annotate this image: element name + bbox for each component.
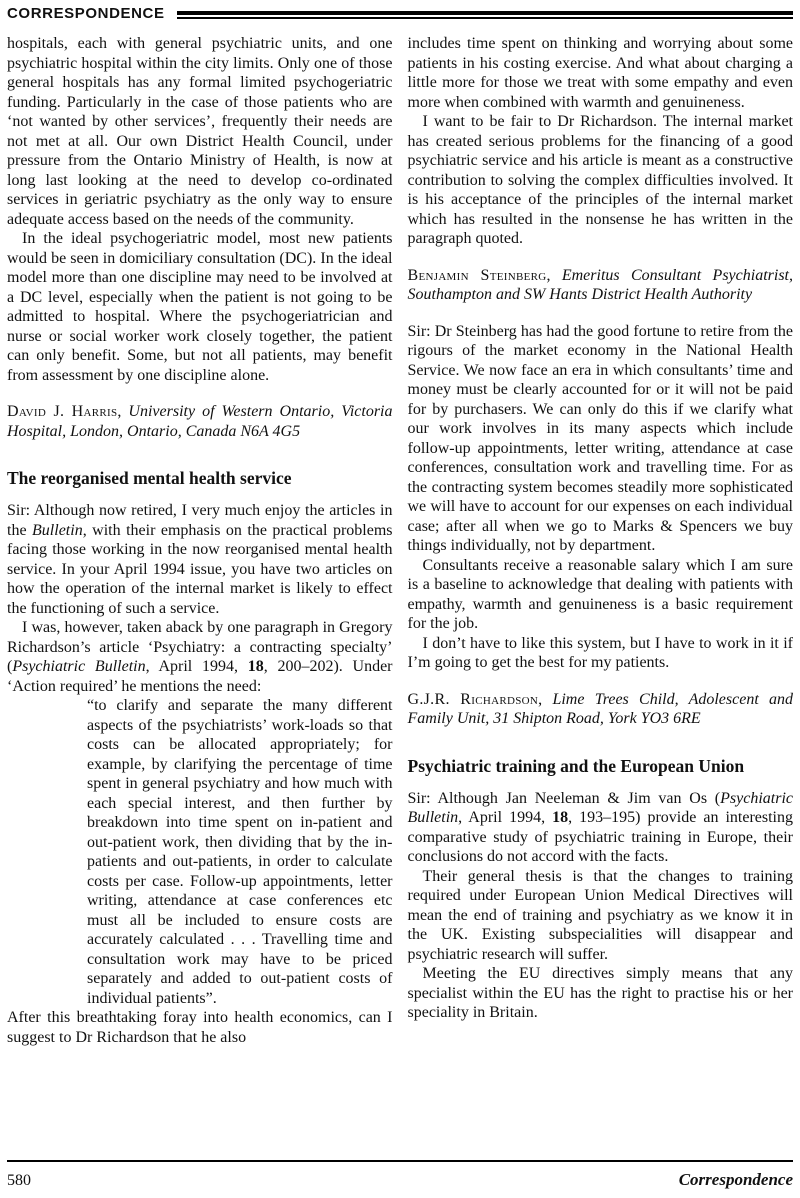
header-rule: [177, 11, 793, 19]
footer-section-label: Correspondence: [678, 1170, 793, 1189]
paragraph: [7, 34, 393, 229]
text-run: Psychiatric Bulletin: [407, 789, 793, 826]
paragraph: [7, 618, 393, 696]
text-run: , April 1994,: [458, 809, 553, 826]
paragraph: [7, 229, 393, 385]
paragraph: [408, 964, 794, 1023]
signature: [408, 690, 794, 729]
text-run: Their general thesis is that the changes to training required under European Union Medical Directives will mean the end of training and psychiatry as we know it in the UK. Existing subspecialities will disappear and psychiatric research will suffer.: [407, 867, 793, 963]
text-run: ,: [538, 690, 553, 708]
text-run: I want to be fair to Dr Richardson. The internal market has created serious problems for the financing of a good psychiatric service and his article is meant as a constructive contribution to solving the complex difficulties involved. It is his acceptance of the principles of the internal market which has resulted in the nonsense he has written in the paragraph quoted.: [407, 113, 793, 247]
paragraph: [408, 634, 794, 673]
text-run: David J. Harris: [7, 403, 118, 420]
left-column: [7, 34, 393, 1047]
paragraph: [7, 1008, 393, 1047]
text-columns: [0, 22, 800, 1047]
text-run: ,: [546, 266, 562, 284]
text-run: Benjamin Steinberg: [407, 266, 547, 284]
page-footer: [7, 1170, 793, 1190]
paragraph: [408, 556, 794, 634]
text-run: , 193–195) provide an interesting comparative study of psychiatric training in Europe, their conclusions do not accord with the facts.: [407, 809, 793, 865]
paragraph: [408, 322, 794, 556]
text-run: ,: [117, 403, 129, 420]
text-run: I was, however, taken aback by one paragraph in Gregory Richardson’s article ‘Psychiatry: a contracting specialty’ (: [7, 619, 393, 675]
text-run: After this breathtaking foray into health economics, can I suggest to Dr Richardson that he also: [7, 1009, 393, 1046]
text-run: Psychiatric training and the European Union: [407, 755, 745, 776]
section-title: CORRESPONDENCE: [7, 5, 165, 22]
text-run: Lime Trees Child, Adolescent and Family Unit, 31 Shipton Road, York YO3 6RE: [407, 690, 794, 727]
page-number: 580: [7, 1172, 31, 1189]
text-run: Sir: Although Jan Neeleman & Jim van Os (: [407, 789, 721, 807]
text-run: Consultants receive a reasonable salary which I am sure is a baseline to acknowledge that dealing with patients with empathy, warmth and genuineness is a basic requirement for the job.: [407, 556, 793, 632]
text-run: Sir: Dr Steinberg has had the good fortune to retire from the rigours of the market economy in the National Health Service. We now face an era in which consultants’ time and money must be clearly accounted for or it will not be paid for by purchasers. We can only do this if we clarify what our work involves in its many aspects which include follow-up appointments, letter writing, attendance at case conferences, consultation work and travelling time. For as the contracting system becomes steadily more sophisticated we will have to account for our expenses on each individual case; after all when we go to Marks & Spencers we buy things individually, not by department.: [407, 322, 793, 554]
letter-title: [408, 755, 794, 777]
text-run: 18: [247, 658, 264, 675]
text-run: , April 1994,: [145, 658, 248, 675]
signature: [408, 266, 794, 305]
text-run: Sir: Although now retired, I very much enjoy the articles in the: [7, 502, 393, 539]
paragraph: [408, 789, 794, 867]
text-run: I don’t have to like this system, but I have to work in it if I’m going to get the best for my patients.: [407, 634, 793, 671]
text-run: 18: [552, 809, 569, 826]
signature: [7, 402, 393, 441]
text-run: Psychiatric Bulletin: [12, 658, 146, 675]
text-run: Meeting the EU directives simply means that any specialist within the EU has the right to practise his or her speciality in Britain.: [407, 965, 793, 1021]
text-run: hospitals, each with general psychiatric units, and one psychiatric hospital within the city limits. Only one of those general hospitals has any formal limited psychogeriatric funding. Particularly in the case of those patients who are ‘not wanted by other services’, frequently their needs are not met at all. Our own District Health Council, under pressure from the Ontario Ministry of Health, is now at long last looking at the need to develop co-ordinated services in geriatric psychiatry as the only way to ensure adequate access based on the needs of the community.: [7, 35, 393, 228]
paragraph: [408, 34, 794, 112]
block-quote: [87, 696, 393, 1008]
letter-title: [7, 467, 393, 489]
text-run: “to clarify and separate the many different aspects of the psychiatrists’ work-loads so that costs can be allocated appropriately; for example, by clarifying the percentage of time spent in general psychiatry and how much with each special interest, and then further by breakdown into time spent on in-patient and out-patient work, then dividing that by the in-patients and out-patients, in order to calculate costs per case. Follow-up appointments, letter writing, attendance at case conferences etc must all be included to ensure costs are accurately calculated . . . Travelling time and consultation work may have to be priced separately and added to out-patient costs of individual patients”.: [87, 697, 393, 1007]
page-header: [0, 0, 800, 22]
paragraph: [408, 867, 794, 965]
text-run: , 200–202). Under ‘Action required’ he mentions the need:: [7, 658, 393, 695]
text-run: University of Western Ontario, Victoria Hospital, London, Ontario, Canada N6A 4G5: [7, 403, 393, 440]
text-run: Emeritus Consultant Psychiatrist, Southampton and SW Hants District Health Authority: [407, 266, 793, 303]
footer-rule: [7, 1160, 793, 1162]
text-run: , with their emphasis on the practical problems facing those working in the now reorganised mental health service. In your April 1994 issue, you have two articles on how the operation of the internal market is likely to effect the functioning of such a service.: [7, 521, 393, 617]
text-run: includes time spent on thinking and worrying about some patients in his costing exercise. And what about charging a little more for those we treat with some empathy and even more when combined with warmth and genuineness.: [407, 35, 793, 111]
text-run: In the ideal psychogeriatric model, most new patients would be seen in domiciliary consultation (DC). In the ideal model more than one discipline may need to be involved at a DC level, especially when the patient is not going to be admitted to hospital. Where the psychogeriatrician and nurse or social worker work closely together, the patient can only benefit. Some, but not all patients, may benefit from assessment by one discipline alone.: [7, 230, 393, 384]
text-run: G.J.R. Richardson: [407, 690, 539, 708]
text-run: The reorganised mental health service: [7, 468, 292, 488]
paragraph: [408, 112, 794, 249]
text-run: Bulletin: [32, 521, 83, 539]
right-column: [408, 34, 794, 1047]
paragraph: [7, 501, 393, 618]
